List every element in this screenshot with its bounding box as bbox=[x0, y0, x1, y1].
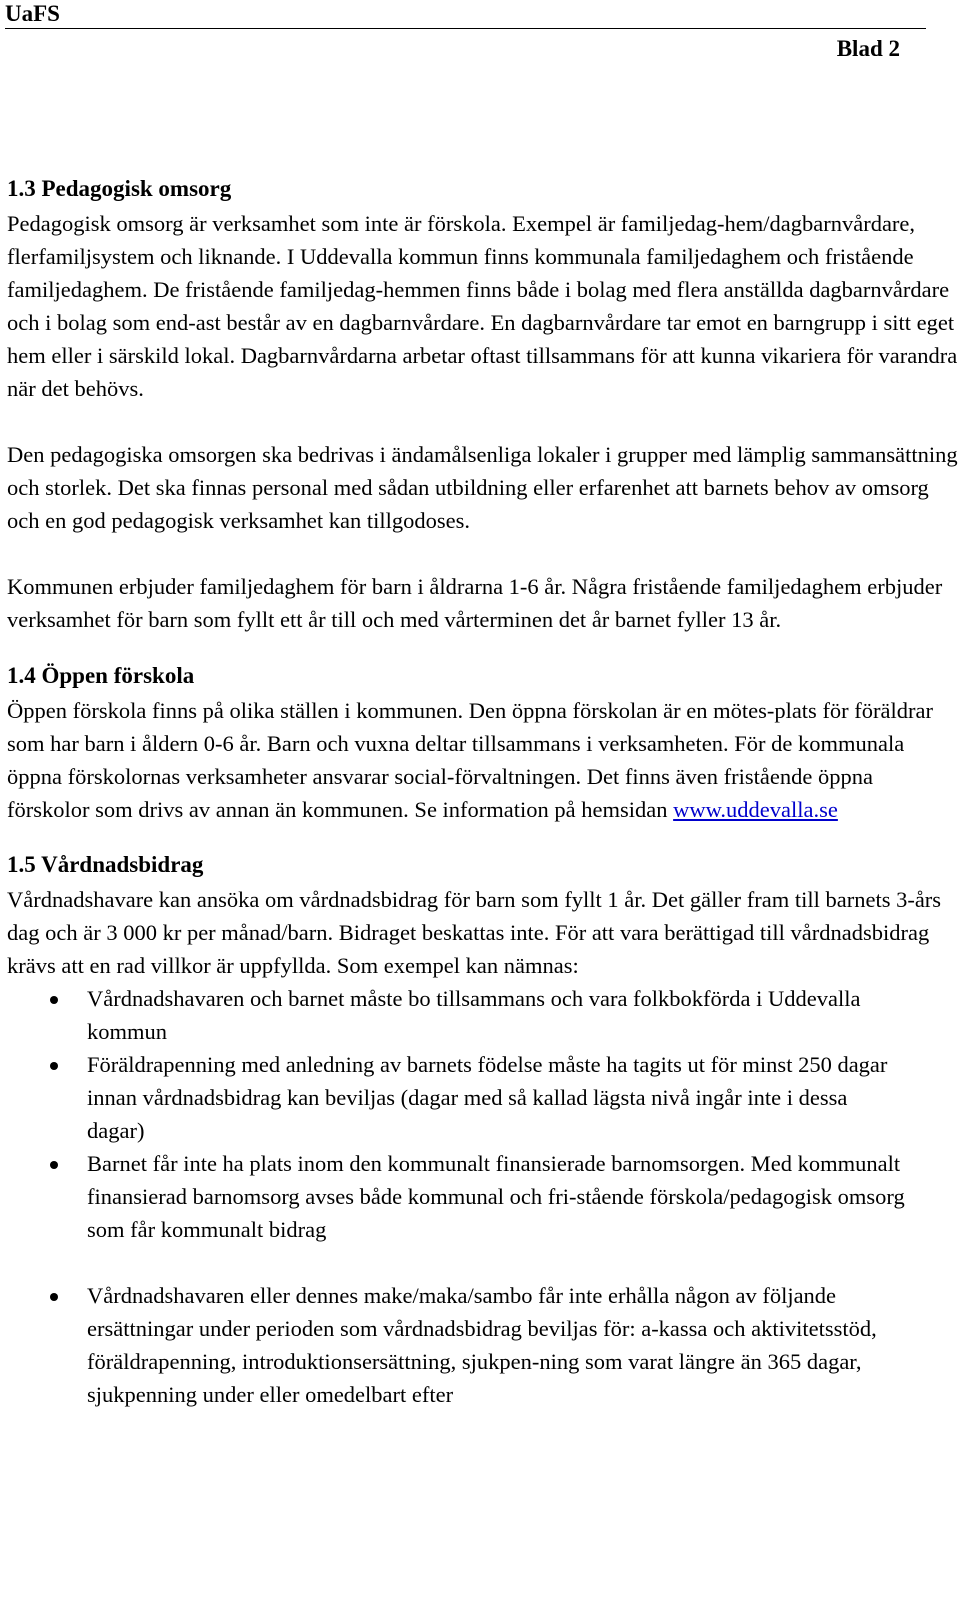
header-rule bbox=[5, 28, 926, 29]
bullet-icon bbox=[50, 1293, 58, 1301]
section-oppen-forskola bbox=[7, 661, 960, 826]
paragraph-text: Öppen förskola finns på olika ställen i kommunen. Den öppna förskolan är en mötes-plats för föräldrar som har barn i åldern 0-6 år. Barn och vuxna deltar tillsammans i verksamheten. För de kommunala öppna förskolornas verksamheter ansvarar social-förvaltningen. Det finns även fristående öppna förskolor som drivs av annan än kommunen. Se information på hemsidan bbox=[7, 698, 933, 822]
section-vardnadsbidrag bbox=[7, 850, 960, 1411]
paragraph: Kommunen erbjuder familjedaghem för barn i åldrarna 1-6 år. Några fristående familjedaghem erbjuder verksamhet för barn som fyllt ett år till och med vårterminen det år barnet fyller 13 år. bbox=[7, 574, 943, 632]
paragraph: Vårdnadshavare kan ansöka om vårdnadsbidrag för barn som fyllt 1 år. Det gäller fram till barnets 3-års dag och är 3 000 kr per månad/barn. Bidraget beskattas inte. För att vara berättigad till vårdnadsbidrag krävs att en rad villkor är uppfyllda. Som exempel kan nämnas: bbox=[7, 887, 942, 978]
document-body bbox=[7, 174, 960, 1411]
paragraph: Den pedagogiska omsorgen ska bedrivas i ändamålsenliga lokaler i grupper med lämplig sammansättning och storlek. Det ska finnas personal med sådan utbildning eller erfarenhet att barnets behov av omsorg och en god pedagogisk verksamhet kan tillgodoses. bbox=[7, 442, 958, 533]
list-item bbox=[7, 1279, 905, 1411]
section-heading: 1.5 Vårdnadsbidrag bbox=[7, 852, 204, 877]
website-link[interactable]: www.uddevalla.se bbox=[673, 797, 838, 822]
paragraph: Pedagogisk omsorg är verksamhet som inte är förskola. Exempel är familjedag-hem/dagbarnvårdare, flerfamiljsystem och liknande. I Uddevalla kommun finns kommunala familjedaghem och fristående familjedaghem. De fristående familjedag-hemmen finns både i bolag med flera anställda dagbarnvårdare och i bolag som end-ast består av en dagbarnvårdare. En dagbarnvårdare tar emot en barngrupp i sitt eget hem eller i särskild lokal. Dagbarnvårdarna arbetar oftast tillsammans för att kunna vikariera för varandra när det behövs. bbox=[7, 211, 958, 401]
list-item-text: Barnet får inte ha plats inom den kommunalt finansierade barnomsorgen. Med kommunalt finansierad barnomsorg avses både kommunal och fri-stående förskola/pedagogisk omsorg som får kommunalt bidrag bbox=[87, 1151, 905, 1242]
list-item-text: Vårdnadshavaren eller dennes make/maka/sambo får inte erhålla någon av följande ersättningar under perioden som vårdnadsbidrag beviljas för: a-kassa och aktivitetsstöd, föräldrapenning, introduktionsersättning, sjukpen-ning som varat längre än 365 dagar, sjukpenning under eller omedelbart efter bbox=[87, 1283, 877, 1407]
list-item bbox=[7, 982, 905, 1048]
section-heading: 1.3 Pedagogisk omsorg bbox=[7, 176, 232, 201]
section-pedagogisk-omsorg bbox=[7, 174, 960, 636]
list-item bbox=[7, 1048, 905, 1147]
bullet-list bbox=[7, 982, 960, 1411]
bullet-icon bbox=[50, 996, 58, 1004]
paragraph bbox=[7, 694, 960, 826]
page-label: Blad 2 bbox=[836, 36, 900, 61]
bullet-icon bbox=[50, 1161, 58, 1169]
bullet-icon bbox=[50, 1062, 58, 1070]
organization-name: UaFS bbox=[5, 1, 60, 26]
list-item-text: Vårdnadshavaren och barnet måste bo tillsammans och vara folkbokförda i Uddevalla kommun bbox=[87, 986, 861, 1044]
list-item bbox=[7, 1147, 905, 1246]
list-item-text: Föräldrapenning med anledning av barnets födelse måste ha tagits ut för minst 250 dagar innan vårdnadsbidrag kan beviljas (dagar med så kallad lägsta nivå ingår inte i dessa dagar) bbox=[87, 1052, 888, 1143]
section-heading: 1.4 Öppen förskola bbox=[7, 663, 195, 688]
